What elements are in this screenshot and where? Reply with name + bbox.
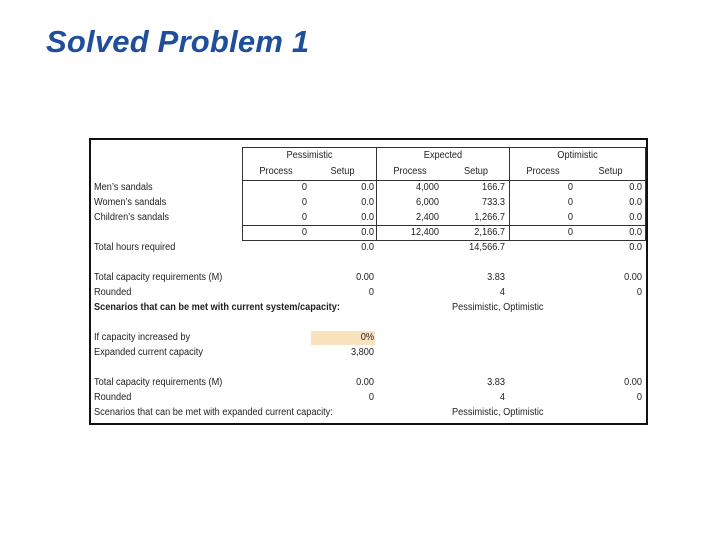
subheader-setup: Setup [463, 166, 489, 177]
rounded-label: Rounded [94, 392, 132, 403]
table-cell: 1,266.7 [474, 212, 505, 223]
capacity-increase-value: 0% [360, 332, 374, 343]
group-header-optimistic: Optimistic [557, 150, 598, 161]
capacity-increase-label: If capacity increased by [94, 332, 191, 343]
total-hours-optimistic: 0.0 [629, 242, 642, 253]
scenarios-current-label: Scenarios that can be met with current system/capacity: [94, 302, 340, 313]
subheader-process: Process [393, 166, 427, 177]
table-cell: 0.0 [361, 182, 374, 193]
header-top-rule [242, 147, 646, 148]
table-cell: 0.0 [629, 182, 642, 193]
rounded-pessimistic: 0 [368, 392, 374, 403]
table-cell: 0.0 [361, 197, 374, 208]
capacity-optimistic: 0.00 [624, 272, 642, 283]
col-divider-right [645, 147, 646, 241]
row-label: Men’s sandals [94, 182, 153, 193]
total-hours-label: Total hours required [94, 242, 176, 253]
table-cell: 4,000 [415, 182, 439, 193]
table-cell: 0.0 [361, 212, 374, 223]
capacity-requirements-label: Total capacity requirements (M) [94, 272, 223, 283]
subheader-setup: Setup [598, 166, 623, 177]
subtotal-cell: 0 [301, 227, 307, 238]
rounded-optimistic: 0 [636, 392, 642, 403]
spreadsheet-table [89, 138, 648, 425]
subheader-setup: Setup [330, 166, 355, 177]
table-cell: 0 [567, 182, 573, 193]
subheader-process: Process [526, 166, 560, 177]
table-cell: 166.7 [481, 182, 505, 193]
scenarios-current-value: Pessimistic, Optimistic [452, 302, 544, 313]
rounded-pessimistic: 0 [368, 287, 374, 298]
subtotal-cell: 2,166.7 [474, 227, 505, 238]
subtotal-cell: 0.0 [629, 227, 642, 238]
capacity-pessimistic: 0.00 [356, 272, 374, 283]
total-hours-pessimistic: 0.0 [361, 242, 374, 253]
capacity-optimistic: 0.00 [624, 377, 642, 388]
table-cell: 0 [301, 212, 307, 223]
capacity-expected: 3.83 [487, 377, 505, 388]
table-cell: 0 [567, 197, 573, 208]
table-cell: 0 [301, 197, 307, 208]
table-cell: 733.3 [481, 197, 505, 208]
group-header-expected: Expected [423, 150, 463, 161]
subtotal-cell: 0 [567, 227, 573, 238]
capacity-expected: 3.83 [487, 272, 505, 283]
table-cell: 6,000 [415, 197, 439, 208]
page-title: Solved Problem 1 [46, 24, 310, 59]
subtotal-cell: 12,400 [410, 227, 439, 238]
expanded-capacity-value: 3,800 [350, 347, 374, 358]
table-cell: 0.0 [629, 212, 642, 223]
subtotal-cell: 0.0 [361, 227, 374, 238]
scenarios-expanded-label: Scenarios that can be met with expanded current capacity: [94, 407, 333, 418]
row-label: Children’s sandals [94, 212, 170, 223]
scenarios-expanded-value: Pessimistic, Optimistic [452, 407, 544, 418]
capacity-pessimistic: 0.00 [356, 377, 374, 388]
capacity-requirements-label: Total capacity requirements (M) [94, 377, 223, 388]
table-cell: 0 [301, 182, 307, 193]
group-header-pessimistic: Pessimistic [286, 150, 333, 161]
rounded-optimistic: 0 [636, 287, 642, 298]
col-divider-left [242, 147, 243, 241]
table-cell: 0.0 [629, 197, 642, 208]
rounded-label: Rounded [94, 287, 132, 298]
subheader-process: Process [259, 166, 293, 177]
table-cell: 2,400 [415, 212, 439, 223]
col-divider-2 [509, 147, 510, 241]
rounded-expected: 4 [499, 392, 505, 403]
row-label: Women’s sandals [94, 197, 167, 208]
col-divider-1 [376, 147, 377, 241]
table-cell: 0 [567, 212, 573, 223]
expanded-capacity-label: Expanded current capacity [94, 347, 203, 358]
total-hours-expected: 14,566.7 [469, 242, 505, 253]
rounded-expected: 4 [499, 287, 505, 298]
